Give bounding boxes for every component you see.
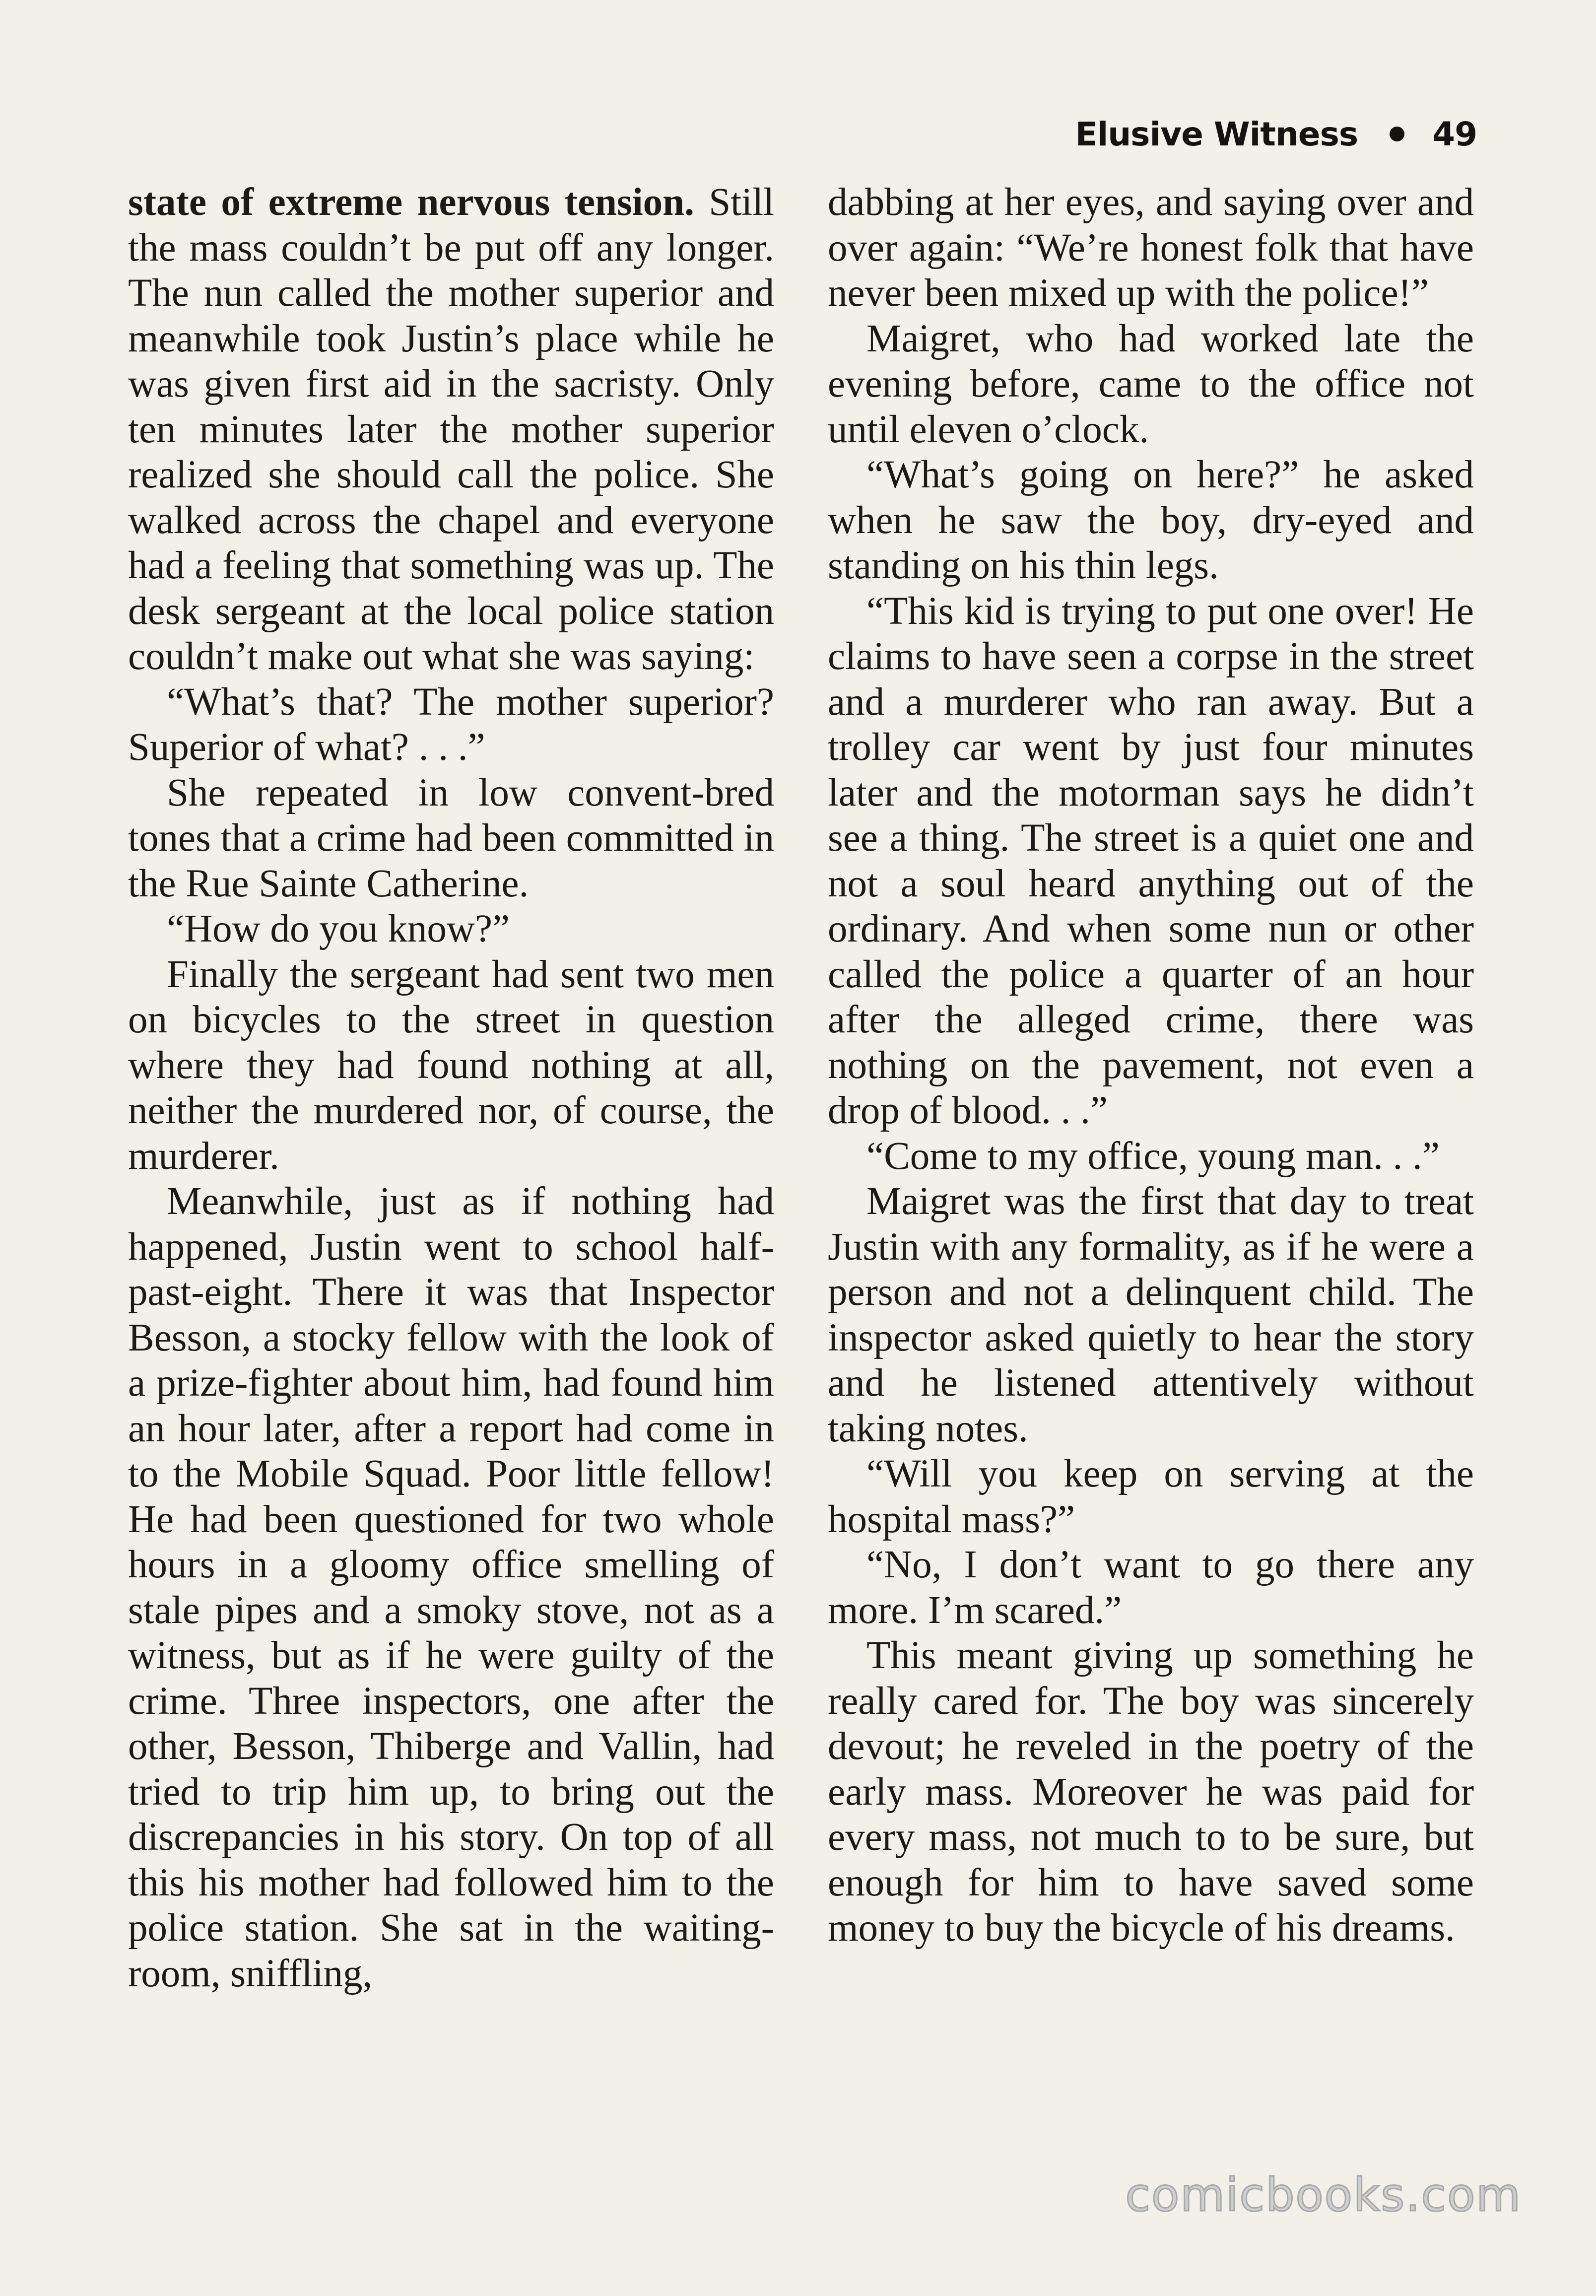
paragraph: Maigret, who had worked late the evening before, came to the office not until eleven o’clock.: [828, 317, 1474, 451]
running-head: [1075, 114, 1477, 154]
paragraph: “How do you know?”: [167, 907, 510, 950]
paragraph: “What’s going on here?” he asked when he saw the boy, dry-eyed and standing on his thin legs.: [828, 453, 1474, 587]
paragraph: “What’s that? The mother superior? Superior of what? . . .”: [128, 680, 774, 769]
page-number: 49: [1432, 115, 1477, 153]
paragraph: “Will you keep on serving at the hospital mass?”: [828, 1452, 1474, 1541]
paragraph: “Come to my office, young man. . .”: [866, 1134, 1440, 1178]
paragraph: Meanwhile, just as if nothing had happened, Justin went to school half-past-eight. There it was that Inspector Besson, a stocky fellow with the look of a prize-fighter about him, had found him an hour later, after a report had come in to the Mobile Squad. Poor little fellow! He had been questioned for two whole hours in a gloomy office smelling of stale pipes and a smoky stove, not as a witness, but as if he were guilty of the crime. Three inspectors, one after the other, Besson, Thiberge and Vallin, had tried to trip him up, to bring out the discrepancies in his story. On top of all this his mother had followed him to the police station. She sat in the waiting-room, sniffling,: [128, 1180, 774, 1995]
lead-in-text: state of extreme nervous tension.: [128, 181, 694, 224]
paragraph: Finally the sergeant had sent two men on bicycles to the street in question where they had found nothing at all, neither the murdered nor, of course, the murderer.: [128, 952, 774, 1178]
paragraph: This meant giving up something he really cared for. The boy was sincerely devout; he reveled in the poetry of the early mass. Moreover he was paid for every mass, not much to to be sure, but enough for him to have saved some money to buy the bicycle of his dreams.: [828, 1634, 1474, 1950]
right-column: [828, 180, 1474, 1951]
paragraph-text: Still the mass couldn’t be put off any longer. The nun called the mother superior and meanwhile took Justin’s place while he was given first aid in the sacristy. Only ten minutes later the mother superior realized she should call the police. She walked across the chapel and everyone had a feeling that something was up. The desk sergeant at the local police station couldn’t make out what she was saying:: [128, 181, 775, 678]
running-title: Elusive Witness: [1075, 115, 1358, 153]
bullet-icon: [1390, 127, 1404, 141]
paragraph: Maigret was the first that day to treat Justin with any formality, as if he were a person and not a delinquent child. The inspector asked quietly to hear the story and he listened attentively without taking notes.: [828, 1180, 1474, 1450]
left-column: [128, 180, 774, 1996]
paragraph: dabbing at her eyes, and saying over and over again: “We’re honest folk that have never been mixed up with the police!”: [828, 181, 1474, 315]
paragraph: “This kid is trying to put one over! He claims to have seen a corpse in the street and a murderer who ran away. But a trolley car went by just four minutes later and the motorman says he didn’t see a thing. The street is a quiet one and not a soul heard anything out of the ordinary. And when some nun or other called the police a quarter of an hour after the alleged crime, there was nothing on the pavement, not even a drop of blood. . .”: [828, 589, 1474, 1132]
paragraph: [128, 180, 774, 679]
site-watermark: comicbooks.com: [1125, 2168, 1522, 2222]
paragraph: “No, I don’t want to go there any more. I’m scared.”: [828, 1543, 1474, 1632]
paragraph: She repeated in low convent-bred tones that a crime had been committed in the Rue Sainte Catherine.: [128, 771, 774, 905]
